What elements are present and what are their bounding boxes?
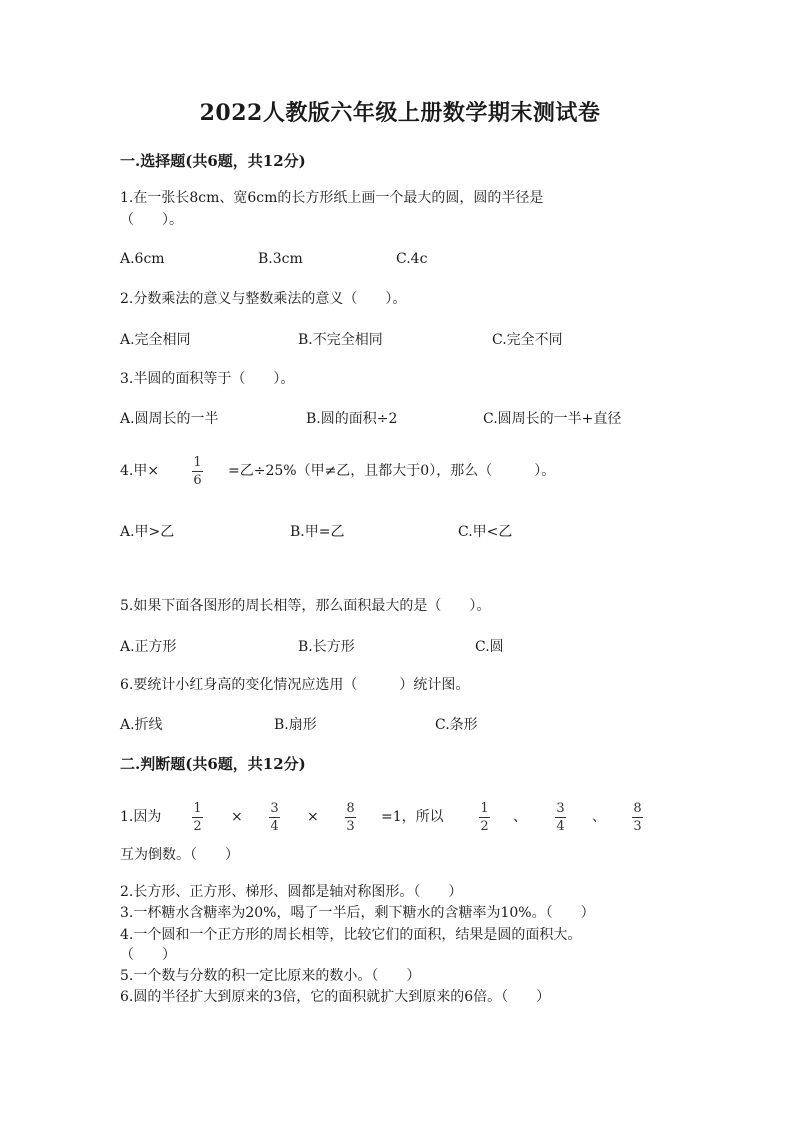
fraction-bar — [192, 471, 203, 472]
j1-equals: =1，所以 — [381, 809, 444, 825]
fraction-denominator: 3 — [346, 819, 355, 834]
fraction-bar — [269, 817, 280, 818]
q2-option-b: B.不完全相同 — [298, 332, 383, 348]
section-header-choice: 一.选择题(共6题，共12分) — [120, 152, 306, 170]
q6-option-a: A.折线 — [120, 717, 163, 733]
j1-fraction-5 — [555, 801, 566, 834]
j1-fraction-3 — [345, 801, 356, 834]
section-header-judgement: 二.判断题(共6题，共12分) — [120, 755, 306, 773]
q4-option-c: C.甲<乙 — [458, 524, 513, 540]
q6-option-c: C.条形 — [435, 717, 478, 733]
q4-option-a: A.甲>乙 — [120, 524, 175, 540]
q6-option-b: B.扇形 — [274, 717, 317, 733]
j6-text: 6.圆的半径扩大到原来的3倍，它的面积就扩大到原来的6倍。（ ） — [120, 989, 551, 1005]
q1-option-b: B.3cm — [258, 251, 303, 267]
q4-prefix: 4.甲× — [120, 463, 160, 479]
q4-fraction-denominator: 6 — [193, 473, 202, 488]
q2-text: 2.分数乘法的意义与整数乘法的意义（ ）。 — [120, 291, 407, 307]
fraction-numerator: 1 — [480, 801, 489, 816]
j1-text-line2: 互为倒数。（ ） — [120, 847, 239, 863]
j4-text-line1: 4.一个圆和一个正方形的周长相等，比较它们的面积，结果是圆的面积大。 — [120, 927, 582, 943]
fraction-bar — [632, 817, 643, 818]
q2-option-a: A.完全相同 — [120, 332, 191, 348]
q3-option-c: C.圆周长的一半+直径 — [483, 411, 622, 427]
j1-times-1: × — [231, 809, 243, 825]
j3-text: 3.一杯糖水含糖率为20%，喝了一半后，剩下糖水的含糖率为10%。（ ） — [120, 905, 595, 921]
j1-fraction-2 — [269, 801, 280, 834]
q4-fraction — [192, 455, 203, 488]
j1-fraction-1 — [192, 801, 203, 834]
q5-option-b: B.长方形 — [298, 639, 355, 655]
fraction-denominator: 2 — [193, 819, 202, 834]
q2-option-c: C.完全不同 — [492, 332, 563, 348]
j1-separator-1: 、 — [513, 809, 527, 825]
j1-fraction-4 — [479, 801, 490, 834]
fraction-denominator: 4 — [270, 819, 279, 834]
q1-text-line2: （ ）。 — [120, 212, 183, 228]
j5-text: 5.一个数与分数的积一定比原来的数小。（ ） — [120, 968, 421, 984]
q1-option-c: C.4c — [396, 251, 428, 267]
page-title: 2022人教版六年级上册数学期末测试卷 — [199, 100, 601, 126]
j2-text: 2.长方形、正方形、梯形、圆都是轴对称图形。（ ） — [120, 884, 463, 900]
fraction-numerator: 8 — [633, 801, 642, 816]
j1-separator-2: 、 — [592, 809, 606, 825]
fraction-numerator: 8 — [346, 801, 355, 816]
q1-text-line1: 1.在一张长8cm、宽6cm的长方形纸上画一个最大的圆，圆的半径是 — [120, 190, 544, 206]
q3-text: 3.半圆的面积等于（ ）。 — [120, 371, 295, 387]
q4-option-b: B.甲=乙 — [290, 524, 345, 540]
fraction-denominator: 4 — [556, 819, 565, 834]
fraction-bar — [555, 817, 566, 818]
fraction-bar — [345, 817, 356, 818]
fraction-numerator: 3 — [270, 801, 279, 816]
q5-text: 5.如果下面各图形的周长相等，那么面积最大的是（ ）。 — [120, 598, 491, 614]
q6-text: 6.要统计小红身高的变化情况应选用（ ）统计图。 — [120, 677, 470, 693]
j1-times-2: × — [307, 809, 319, 825]
q3-option-b: B.圆的面积÷2 — [306, 411, 398, 427]
fraction-numerator: 1 — [193, 801, 202, 816]
q5-option-a: A.正方形 — [120, 639, 177, 655]
fraction-bar — [479, 817, 490, 818]
q5-option-c: C.圆 — [475, 639, 504, 655]
fraction-denominator: 2 — [480, 819, 489, 834]
j1-fraction-6 — [632, 801, 643, 834]
q4-suffix: =乙÷25%（甲≠乙，且都大于0），那么（ ）。 — [228, 463, 556, 479]
fraction-denominator: 3 — [633, 819, 642, 834]
j4-text-line2: （ ） — [120, 947, 176, 963]
j1-prefix: 1.因为 — [120, 809, 162, 825]
q1-option-a: A.6cm — [120, 251, 165, 267]
q4-fraction-numerator: 1 — [193, 455, 202, 470]
q3-option-a: A.圆周长的一半 — [120, 411, 219, 427]
fraction-bar — [192, 817, 203, 818]
fraction-numerator: 3 — [556, 801, 565, 816]
